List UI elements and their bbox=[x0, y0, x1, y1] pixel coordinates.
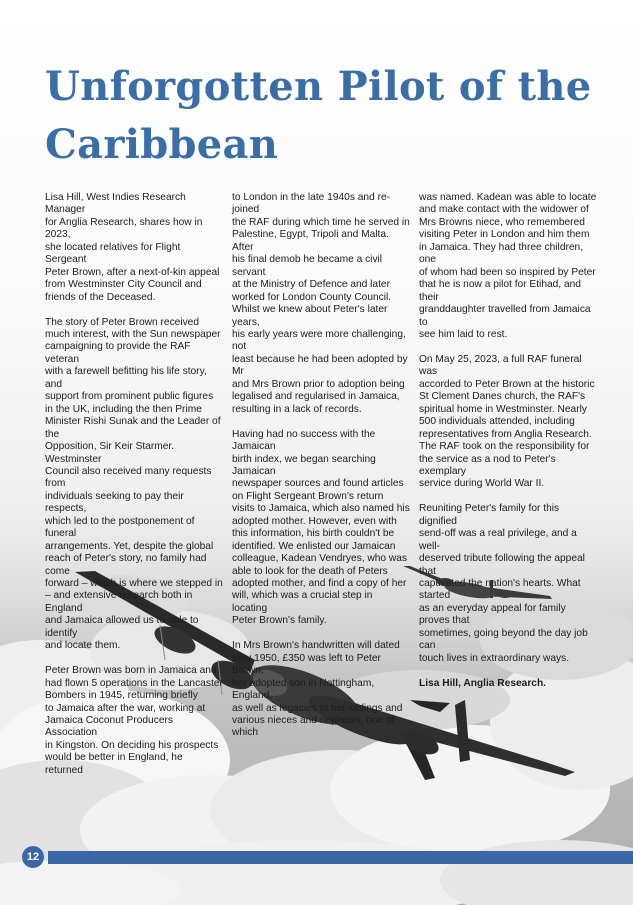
article-column-1 bbox=[45, 192, 223, 790]
paragraph: Reuniting Peter's family for this dignified send-off was a real privilege, and a well- deserved tribute following the appeal that captivated the nation's hearts. What started as an everyday appeal for family proves that sometimes, going beyond the day job can touch lives in extraordinary ways. bbox=[419, 503, 588, 664]
paragraph: to London in the late 1940s and re-joined the RAF during which time he served in Palestine, Egypt, Tripoli and Malta. After his final demob he became a civil servant at the Ministry of Defence and later worked for London County Council. Whilst we knew about Peter's later years, his early years were more challenging, not least because he had been adopted by Mr and Mrs Brown prior to adoption being legalised and regularised in Jamaica, resulting in a lack of records. bbox=[232, 192, 410, 415]
paragraph: On May 25, 2023, a full RAF funeral was accorded to Peter Brown at the historic St Clement Danes church, the RAF's spiritual home in Westminster. Nearly 500 individuals attended, including representatives from Anglia Research. The RAF took on the responsibility for the service as a nod to Peter's exemplary service during World War II. bbox=[419, 353, 595, 490]
paragraph: The story of Peter Brown received much interest, with the Sun newspaper campaigning to provide the RAF veteran with a farewell befitting his life story, and support from prominent public figures in the UK, including the then Prime Minister Rishi Sunak and the Leader of the Opposition, Sir Keir Starmer. Westminster Council also received many requests from individuals seeking to pay their respects, which led to the postponement of funeral arrangements. Yet, despite the global reach of Peter's story, no family had come forward – which is where we stepped in – and extensive research both in England and Jamaica allowed us to able to identify and locate them. bbox=[45, 316, 223, 652]
footer-accent-bar bbox=[48, 851, 633, 864]
author-signature: Lisa Hill, Anglia Research. bbox=[419, 677, 547, 689]
paragraph: Having had no success with the Jamaican birth index, we began searching Jamaican newspaper sources and found articles on Flight Sergeant Brown's return visits to Jamaica, which also named his adopted mother. However, even with this information, his birth couldn't be identified. We enlisted our Jamaican colleague, Kadean Vendryes, who was able to look for the death of Peters adopted mother, and find a copy of her will, which was a crucial step in locating Peter Brown's family. bbox=[232, 428, 410, 627]
paragraph: Lisa Hill, West Indies Research Manager for Anglia Research, shares how in 2023, she located relatives for Flight Sergeant Peter Brown, after a next-of-kin appeal from Westminster City Council and friends of the Deceased. bbox=[45, 192, 220, 303]
paragraph: In Mrs Brown's handwritten will dated May 1950, £350 was left to Peter Brown, her adopted son in Nottingham, England, as well as legacies to her siblings and various nieces and nephews, one of which bbox=[232, 640, 403, 739]
page-number: 12 bbox=[22, 846, 44, 868]
paragraph: was named. Kadean was able to locate and make contact with the widower of Mrs Browns niece, who remembered visiting Peter in London and him them in Jamaica. They had three children, one of whom had been so inspired by Peter that he is now a pilot for Etihad, and their granddaughter travelled from Jamaica to see him laid to rest. bbox=[419, 192, 597, 340]
paragraph: Peter Brown was born in Jamaica and had flown 5 operations in the Lancaster Bombers in 1945, returning briefly to Jamaica after the war, working at Jamaica Coconut Producers Association in Kingston. On deciding his prospects would be better in England, he returned bbox=[45, 665, 223, 776]
article-column-3 bbox=[419, 192, 599, 703]
article-column-2 bbox=[232, 192, 410, 752]
article-title: Unforgotten Pilot of the Caribbean bbox=[45, 63, 592, 168]
